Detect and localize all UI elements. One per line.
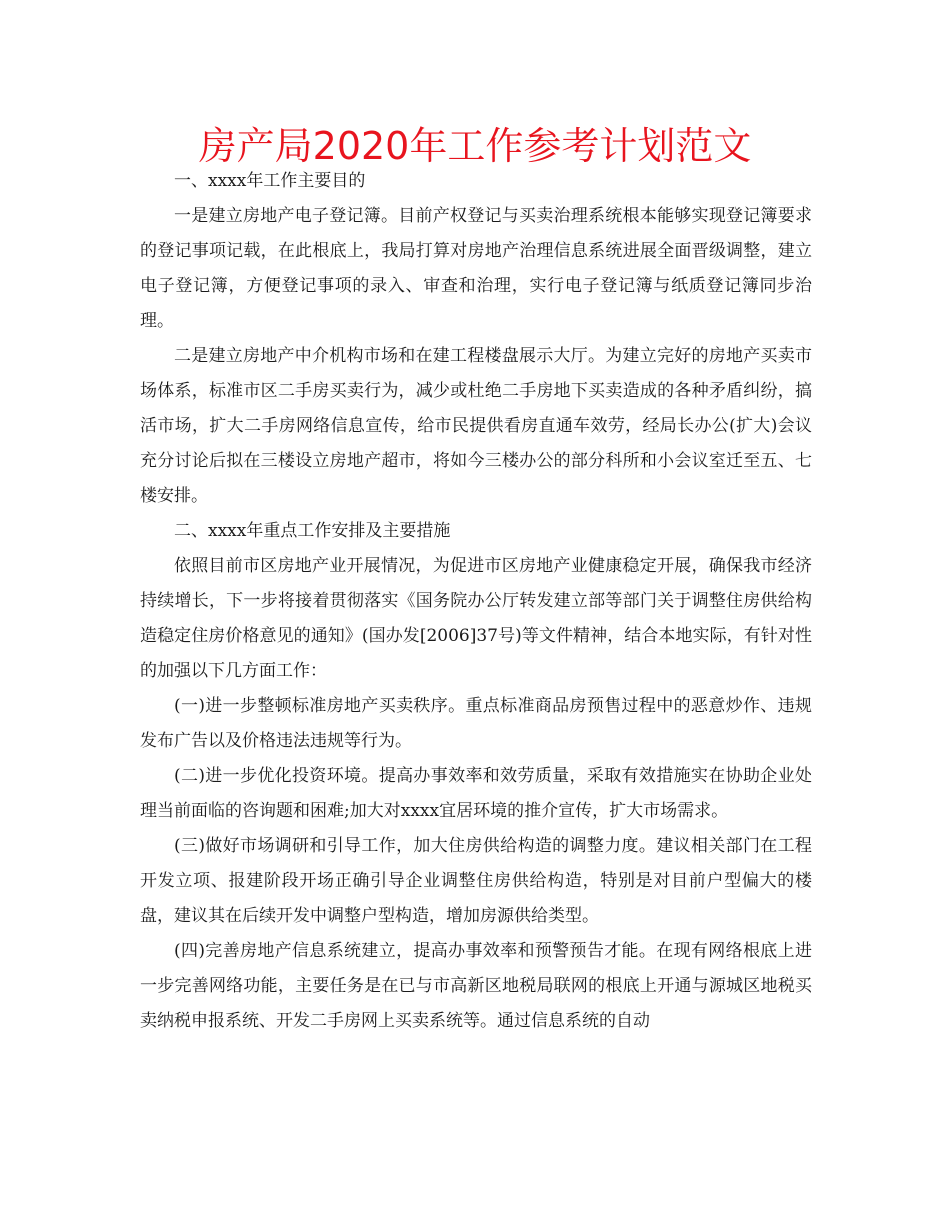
document-body	[140, 164, 812, 1039]
paragraph: (三)做好市场调研和引导工作，加大住房供给构造的调整力度。建议相关部门在工程开发立项、报建阶段开场正确引导企业调整住房供给构造，特别是对目前户型偏大的楼盘，建议其在后续开发中调整户型构造，增加房源供给类型。	[140, 836, 812, 926]
paragraph: 一是建立房地产电子登记簿。目前产权登记与买卖治理系统根本能够实现登记簿要求的登记事项记载，在此根底上，我局打算对房地产治理信息系统进展全面晋级调整，建立电子登记簿，方便登记事项的录入、审查和治理，实行电子登记簿与纸质登记簿同步治理。	[140, 206, 812, 331]
paragraph-section-1-heading: 一、xxxx年工作主要目的	[174, 171, 366, 191]
paragraph-section-2-heading: 二、xxxx年重点工作安排及主要措施	[174, 521, 451, 541]
paragraph: (二)进一步优化投资环境。提高办事效率和效劳质量，采取有效措施实在协助企业处理当前面临的咨询题和困难;加大对xxxx宜居环境的推介宣传，扩大市场需求。	[140, 766, 812, 821]
paragraph: (四)完善房地产信息系统建立，提高办事效率和预警预告才能。在现有网络根底上进一步完善网络功能，主要任务是在已与市高新区地税局联网的根底上开通与源城区地税买卖纳税申报系统、开发二手房网上买卖系统等。通过信息系统的自动	[140, 941, 812, 1031]
paragraph: 依照目前市区房地产业开展情况，为促进市区房地产业健康稳定开展，确保我市经济持续增长，下一步将接着贯彻落实《国务院办公厅转发建立部等部门关于调整住房供给构造稳定住房价格意见的通知》(国办发[2006]37号)等文件精神，结合本地实际，有针对性的加强以下几方面工作：	[140, 556, 812, 681]
document-title: 房产局2020年工作参考计划范文	[198, 124, 752, 168]
paragraph: 二是建立房地产中介机构市场和在建工程楼盘展示大厅。为建立完好的房地产买卖市场体系，标准市区二手房买卖行为，减少或杜绝二手房地下买卖造成的各种矛盾纠纷，搞活市场，扩大二手房网络信息宣传，给市民提供看房直通车效劳，经局长办公(扩大)会议充分讨论后拟在三楼设立房地产超市，将如今三楼办公的部分科所和小会议室迁至五、七楼安排。	[140, 346, 812, 506]
paragraph: (一)进一步整顿标准房地产买卖秩序。重点标准商品房预售过程中的恶意炒作、违规发布广告以及价格违法违规等行为。	[140, 696, 812, 751]
